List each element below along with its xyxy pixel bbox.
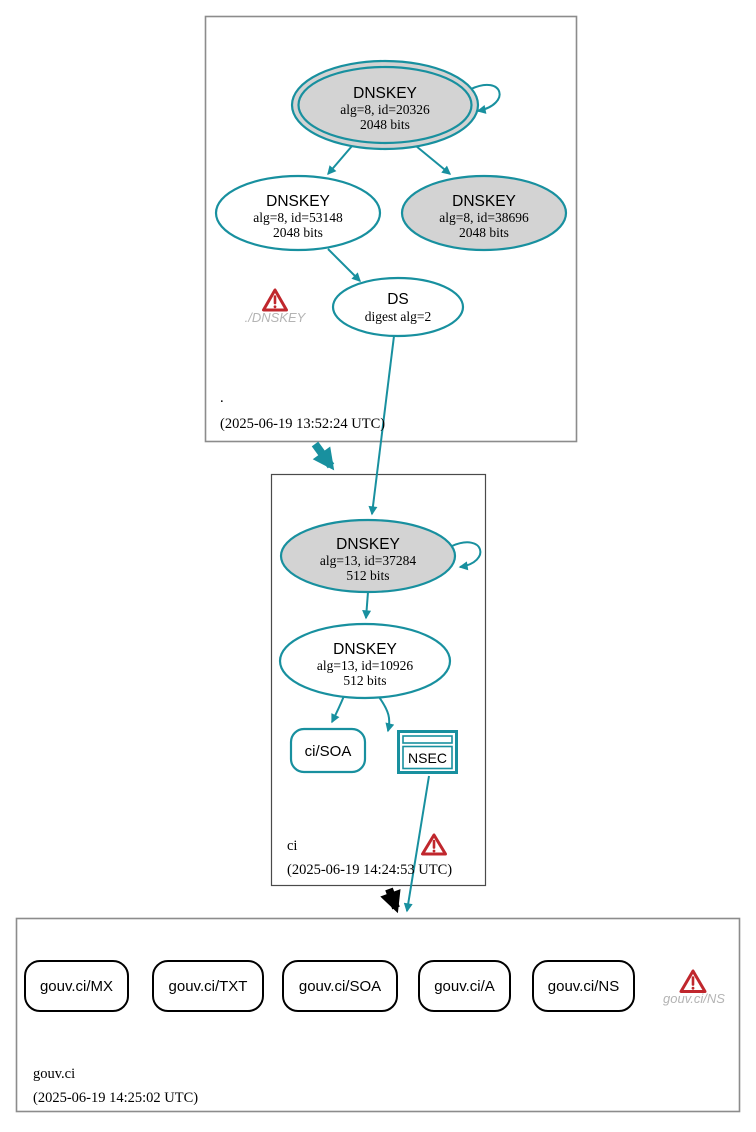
rrset-node-gouv-txt [153, 961, 263, 1011]
edge-root-zsk-to-ds [328, 249, 360, 281]
node-size: 512 bits [346, 568, 390, 583]
node-size: 2048 bits [459, 225, 509, 240]
rrset-label: gouv.ci/NS [547, 978, 620, 995]
rrset-label: ci/SOA [304, 743, 352, 760]
edge-ci-ksk-to-zsk [366, 592, 368, 618]
warning-label-root-dnskey: ./DNSKEY [244, 310, 306, 325]
edge-ci-ksk-selfsign [452, 542, 480, 567]
rrset-node-gouv-mx [25, 961, 128, 1011]
zone-name-ci: ci [287, 838, 298, 854]
node-size: 512 bits [343, 673, 387, 688]
zone-timestamp-ci: (2025-06-19 14:24:53 UTC) [287, 862, 453, 878]
edge-ci-zsk-to-nsec [379, 697, 389, 731]
rrset-label: gouv.ci/A [434, 978, 495, 995]
zone-box-gouv [17, 919, 740, 1112]
dnskey-node-ci-zsk [280, 624, 450, 698]
node-params: alg=13, id=37284 [319, 553, 417, 568]
rrset-label: gouv.ci/SOA [298, 978, 382, 995]
node-title: DNSKEY [266, 193, 330, 210]
edge-delegation-ci-to-gouv [389, 889, 396, 908]
dnskey-node-ci-ksk [281, 520, 455, 592]
edge-nsec-to-gouv [407, 776, 429, 911]
warning-icon [264, 290, 287, 310]
edge-delegation-root-to-ci [315, 444, 331, 466]
warning-icon [423, 835, 446, 854]
dnskey-node-root-zsk [216, 176, 380, 250]
node-params: alg=8, id=20326 [340, 102, 430, 117]
node-params: alg=13, id=10926 [316, 658, 414, 673]
edge-ci-zsk-to-soa [332, 696, 344, 722]
edge-root-ksk-to-zsk [328, 146, 352, 174]
rrset-label: gouv.ci/TXT [168, 978, 248, 995]
node-params: digest alg=2 [364, 309, 432, 324]
edge-root-ksk-to-ksk2 [416, 146, 450, 174]
node-title: DS [387, 291, 409, 308]
node-title: DNSKEY [353, 85, 417, 102]
dnskey-node-root-ksk [292, 61, 478, 149]
node-title: DNSKEY [333, 641, 397, 658]
zone-timestamp-gouv: (2025-06-19 14:25:02 UTC) [33, 1090, 199, 1106]
node-params: alg=8, id=53148 [253, 210, 343, 225]
rrset-node-ci-soa [291, 729, 365, 772]
rrset-node-gouv-soa [283, 961, 397, 1011]
node-params: alg=8, id=38696 [439, 210, 529, 225]
zone-name-root: . [220, 390, 224, 406]
rrset-node-gouv-a [419, 961, 510, 1011]
warning-label-gouv-ns: gouv.ci/NS [663, 991, 725, 1006]
node-title: DNSKEY [452, 193, 516, 210]
node-size: 2048 bits [273, 225, 323, 240]
warning-icon [681, 971, 705, 992]
dnskey-node-root-ksk2 [402, 176, 566, 250]
rrset-label: gouv.ci/MX [39, 978, 114, 995]
node-title: DNSKEY [336, 536, 400, 553]
nsec-node-ci [399, 732, 457, 773]
node-size: 2048 bits [360, 117, 410, 132]
ds-node-root [333, 278, 463, 336]
zone-timestamp-root: (2025-06-19 13:52:24 UTC) [220, 416, 386, 432]
rrset-node-gouv-ns [533, 961, 634, 1011]
nsec-label: NSEC [408, 750, 447, 766]
zone-name-gouv: gouv.ci [33, 1066, 76, 1082]
